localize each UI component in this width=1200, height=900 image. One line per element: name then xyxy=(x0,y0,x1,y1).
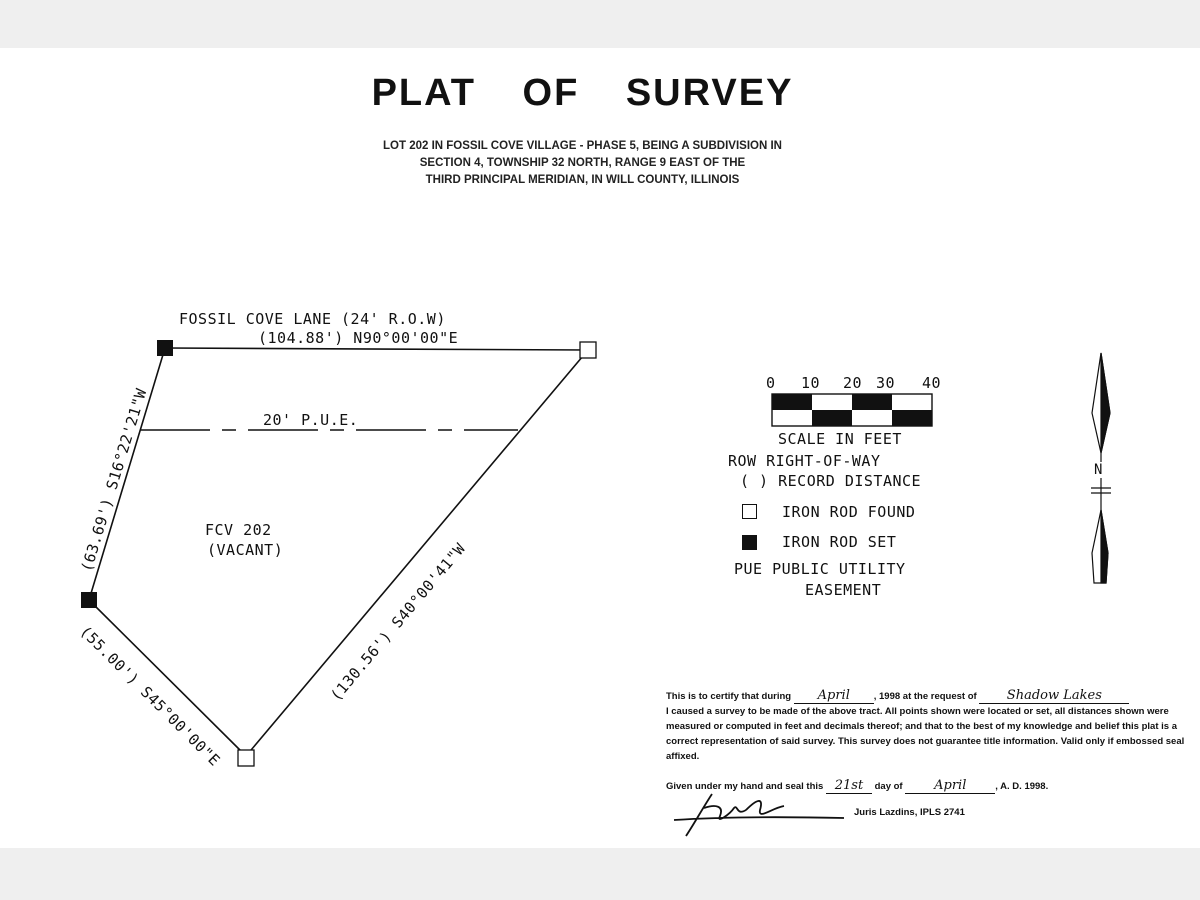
legal-line-3: THIRD PRINCIPAL MERIDIAN, IN WILL COUNTY, ILLINOIS xyxy=(425,174,740,186)
southwest-boundary-line xyxy=(89,600,246,756)
legal-line-2: SECTION 4, TOWNSHIP 32 NORTH, RANGE 9 EAST OF THE xyxy=(419,157,746,169)
scale-caption: SCALE IN FEET xyxy=(778,430,902,448)
plat-sheet xyxy=(0,48,1200,848)
iron-rod-found-marker xyxy=(580,342,596,358)
north-letter: N xyxy=(1094,462,1103,478)
page-title: PLAT OF SURVEY xyxy=(371,72,794,114)
legend-pue-line2: EASEMENT xyxy=(805,581,882,599)
legal-line-1: LOT 202 IN FOSSIL COVE VILLAGE - PHASE 5, BEING A SUBDIVISION IN xyxy=(383,140,782,152)
handwritten-month: April xyxy=(794,688,874,704)
certificate-given: Given under my hand and seal this 21st day of April , A. D. 1998. xyxy=(666,778,1049,793)
signature xyxy=(664,786,854,846)
lot-status: (VACANT) xyxy=(207,541,284,559)
iron-rod-found-marker xyxy=(238,750,254,766)
southeast-line-label: (130.56') S40°00'41"W xyxy=(326,539,470,705)
legend-row: ROW RIGHT-OF-WAY xyxy=(728,452,881,470)
iron-rod-found-icon xyxy=(742,504,757,519)
iron-rod-set-marker xyxy=(157,340,173,356)
scale-tick: 10 xyxy=(801,374,821,392)
legend-record-distance: ( ) RECORD DISTANCE xyxy=(740,472,922,490)
legend-iron-rod-set: IRON ROD SET xyxy=(782,533,897,551)
scale-tick: 20 xyxy=(843,374,863,392)
surveyor-certificate xyxy=(666,688,1191,794)
west-line-label: (63.69') S16°22'21"W xyxy=(77,386,151,574)
easement-label: 20' P.U.E. xyxy=(263,411,359,429)
handwritten-client: Shadow Lakes xyxy=(979,688,1129,704)
surveyor-name: Juris Lazdins, IPLS 2741 xyxy=(854,807,965,818)
legend-iron-rod-found: IRON ROD FOUND xyxy=(782,503,916,521)
handwritten-month-2: April xyxy=(905,778,995,794)
iron-rod-set-marker xyxy=(81,592,97,608)
certificate-intro: This is to certify that during April , 1998 at the request of Shadow Lakes xyxy=(666,688,1191,704)
north-boundary-line xyxy=(165,348,588,350)
iron-rod-set-icon xyxy=(742,535,757,550)
street-label: FOSSIL COVE LANE (24' R.O.W) xyxy=(179,310,446,328)
handwritten-day: 21st xyxy=(826,778,872,794)
north-line-label: (104.88') N90°00'00"E xyxy=(258,329,459,347)
scale-tick: 0 xyxy=(766,374,776,392)
scale-tick: 30 xyxy=(876,374,896,392)
lot-name: FCV 202 xyxy=(205,521,272,539)
southwest-line-label: (55.00') S45°00'00"E xyxy=(76,622,224,770)
scale-bar xyxy=(772,394,932,426)
west-boundary-line xyxy=(89,348,165,600)
certificate-body: I caused a survey to be made of the above tract. All points shown were located or set, all distances shown were measured or computed in feet and decimals thereof; and that to the best of my knowledge and belief this plat is a correct representation of said survey. This survey does not guarantee title information. Valid only if embossed seal affixed. xyxy=(666,706,1185,762)
scale-tick: 40 xyxy=(922,374,942,392)
legend-pue-line1: PUE PUBLIC UTILITY xyxy=(734,560,906,578)
